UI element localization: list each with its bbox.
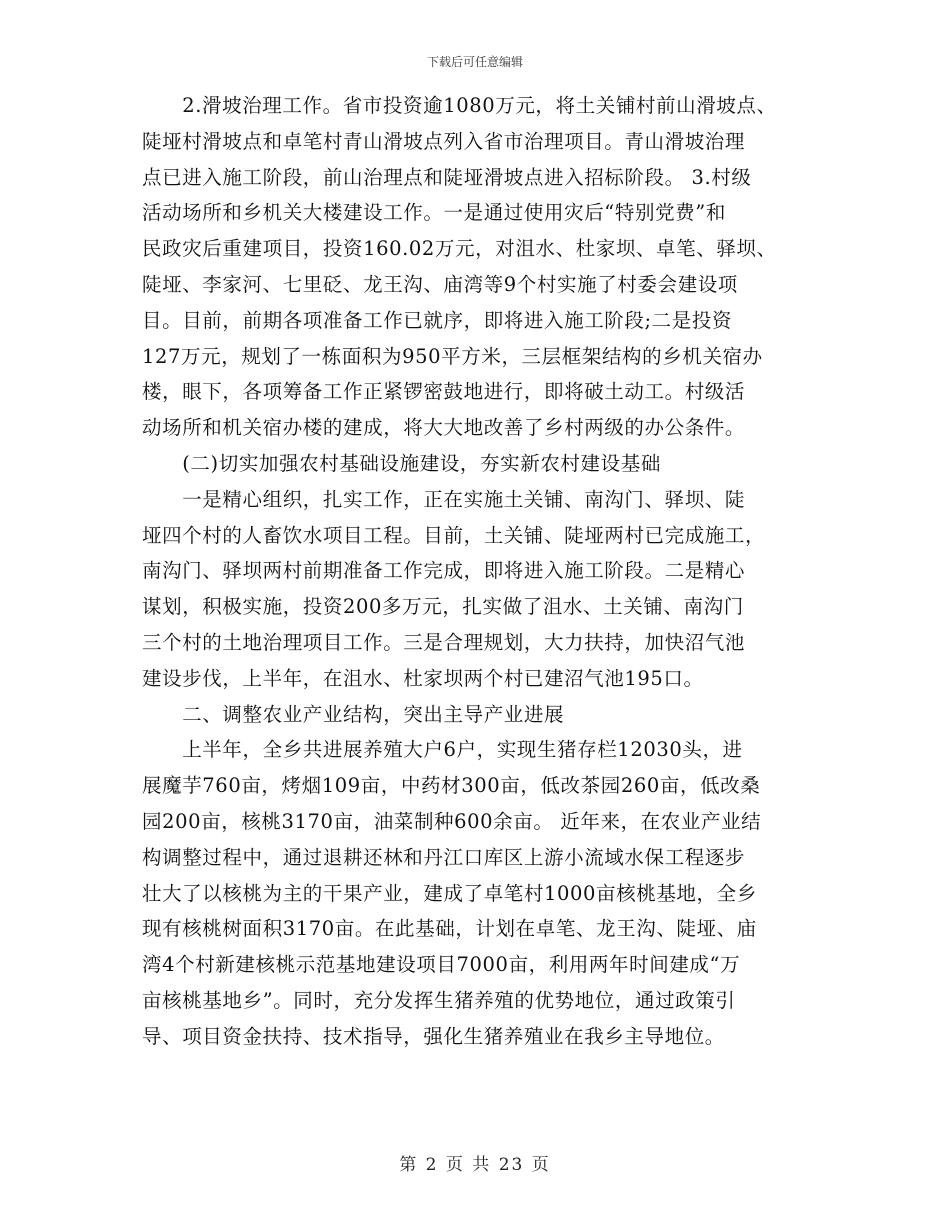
text-line: 活动场所和乡机关大楼建设工作。一是通过使用灾后“特别党费”和 <box>142 201 726 225</box>
text-line: 点已进入施工阶段，前山治理点和陡垭滑坡点进入招标阶段。 3.村级 <box>142 165 752 189</box>
text-line: 民政灾后重建项目，投资160.02万元，对沮水、杜家坝、卓笔、驿坝、 <box>142 237 777 261</box>
text-line: 陡垭村滑坡点和卓笔村青山滑坡点列入省市治理项目。青山滑坡治理 <box>142 129 746 153</box>
text-line: 上半年，全乡共进展养殖大户6户，实现生猪存栏12030头，进 <box>142 738 743 762</box>
text-line: 动场所和机关宿办楼的建成，将大大地改善了乡村两级的办公条件。 <box>142 416 746 440</box>
section-heading: (二)切实加强农村基础设施建设，夯实新农村建设基础 <box>142 451 661 475</box>
text-line: 127万元，规划了一栋面积为950平方米，三层框架结构的乡机关宿办 <box>142 344 763 368</box>
text-line: 谋划，积极实施，投资200多万元，扎实做了沮水、土关铺、南沟门 <box>142 595 744 619</box>
text-line: 现有核桃树面积3170亩。在此基础，计划在卓笔、龙王沟、陡垭、庙 <box>142 917 757 941</box>
text-line: 亩核桃基地乡”。同时，充分发挥生猪养殖的优势地位，通过政策引 <box>142 988 736 1012</box>
text-line: 一是精心组织，扎实工作，正在实施土关铺、南沟门、驿坝、陡 <box>142 487 746 511</box>
text-line: 2.滑坡治理工作。省市投资逾1080万元，将土关铺村前山滑坡点、 <box>142 94 777 117</box>
text-line: 壮大了以核桃为主的干果产业，建成了卓笔村1000亩核桃基地，全乡 <box>142 881 757 905</box>
page-header: 下载后可任意编辑 <box>426 55 523 69</box>
text-line: 展魔芋760亩，烤烟109亩，中药材300亩，低改茶园260亩，低改桑 <box>142 774 761 798</box>
text-line: 湾4个村新建核桃示范基地建设项目7000亩，利用两年时间建成“万 <box>142 953 741 977</box>
text-line: 建设步伐，上半年，在沮水、杜家坝两个村已建沼气池195口。 <box>142 666 704 690</box>
text-line: 陡垭、李家河、七里砭、龙王沟、庙湾等9个村实施了村委会建设项 <box>142 272 738 296</box>
section-heading: 二、调整农业产业结构，突出主导产业进展 <box>142 702 565 726</box>
text-line: 垭四个村的人畜饮水项目工程。目前，土关铺、陡垭两村已完成施工， <box>142 523 766 547</box>
text-line: 楼，眼下，各项筹备工作正紧锣密鼓地进行，即将破土动工。村级活 <box>142 380 746 404</box>
page-number: 第 2 页 共 23 页 <box>399 1155 551 1175</box>
text-line: 目。目前，前期各项准备工作已就序，即将进入施工阶段;二是投资 <box>142 308 733 332</box>
text-line: 南沟门、驿坝两村前期准备工作完成，即将进入施工阶段。二是精心 <box>142 559 746 583</box>
text-line: 三个村的土地治理项目工作。三是合理规划，大力扶持，加快沼气池 <box>142 630 746 654</box>
text-line: 园200亩，核桃3170亩，油菜制种600余亩。 近年来，在农业产业结 <box>142 809 762 833</box>
document-body <box>142 88 822 1055</box>
text-line: 构调整过程中，通过退耕还林和丹江口库区上游小流域水保工程逐步 <box>142 845 746 869</box>
text-line: 导、项目资金扶持、技术指导，强化生猪养殖业在我乡主导地位。 <box>142 1024 725 1048</box>
